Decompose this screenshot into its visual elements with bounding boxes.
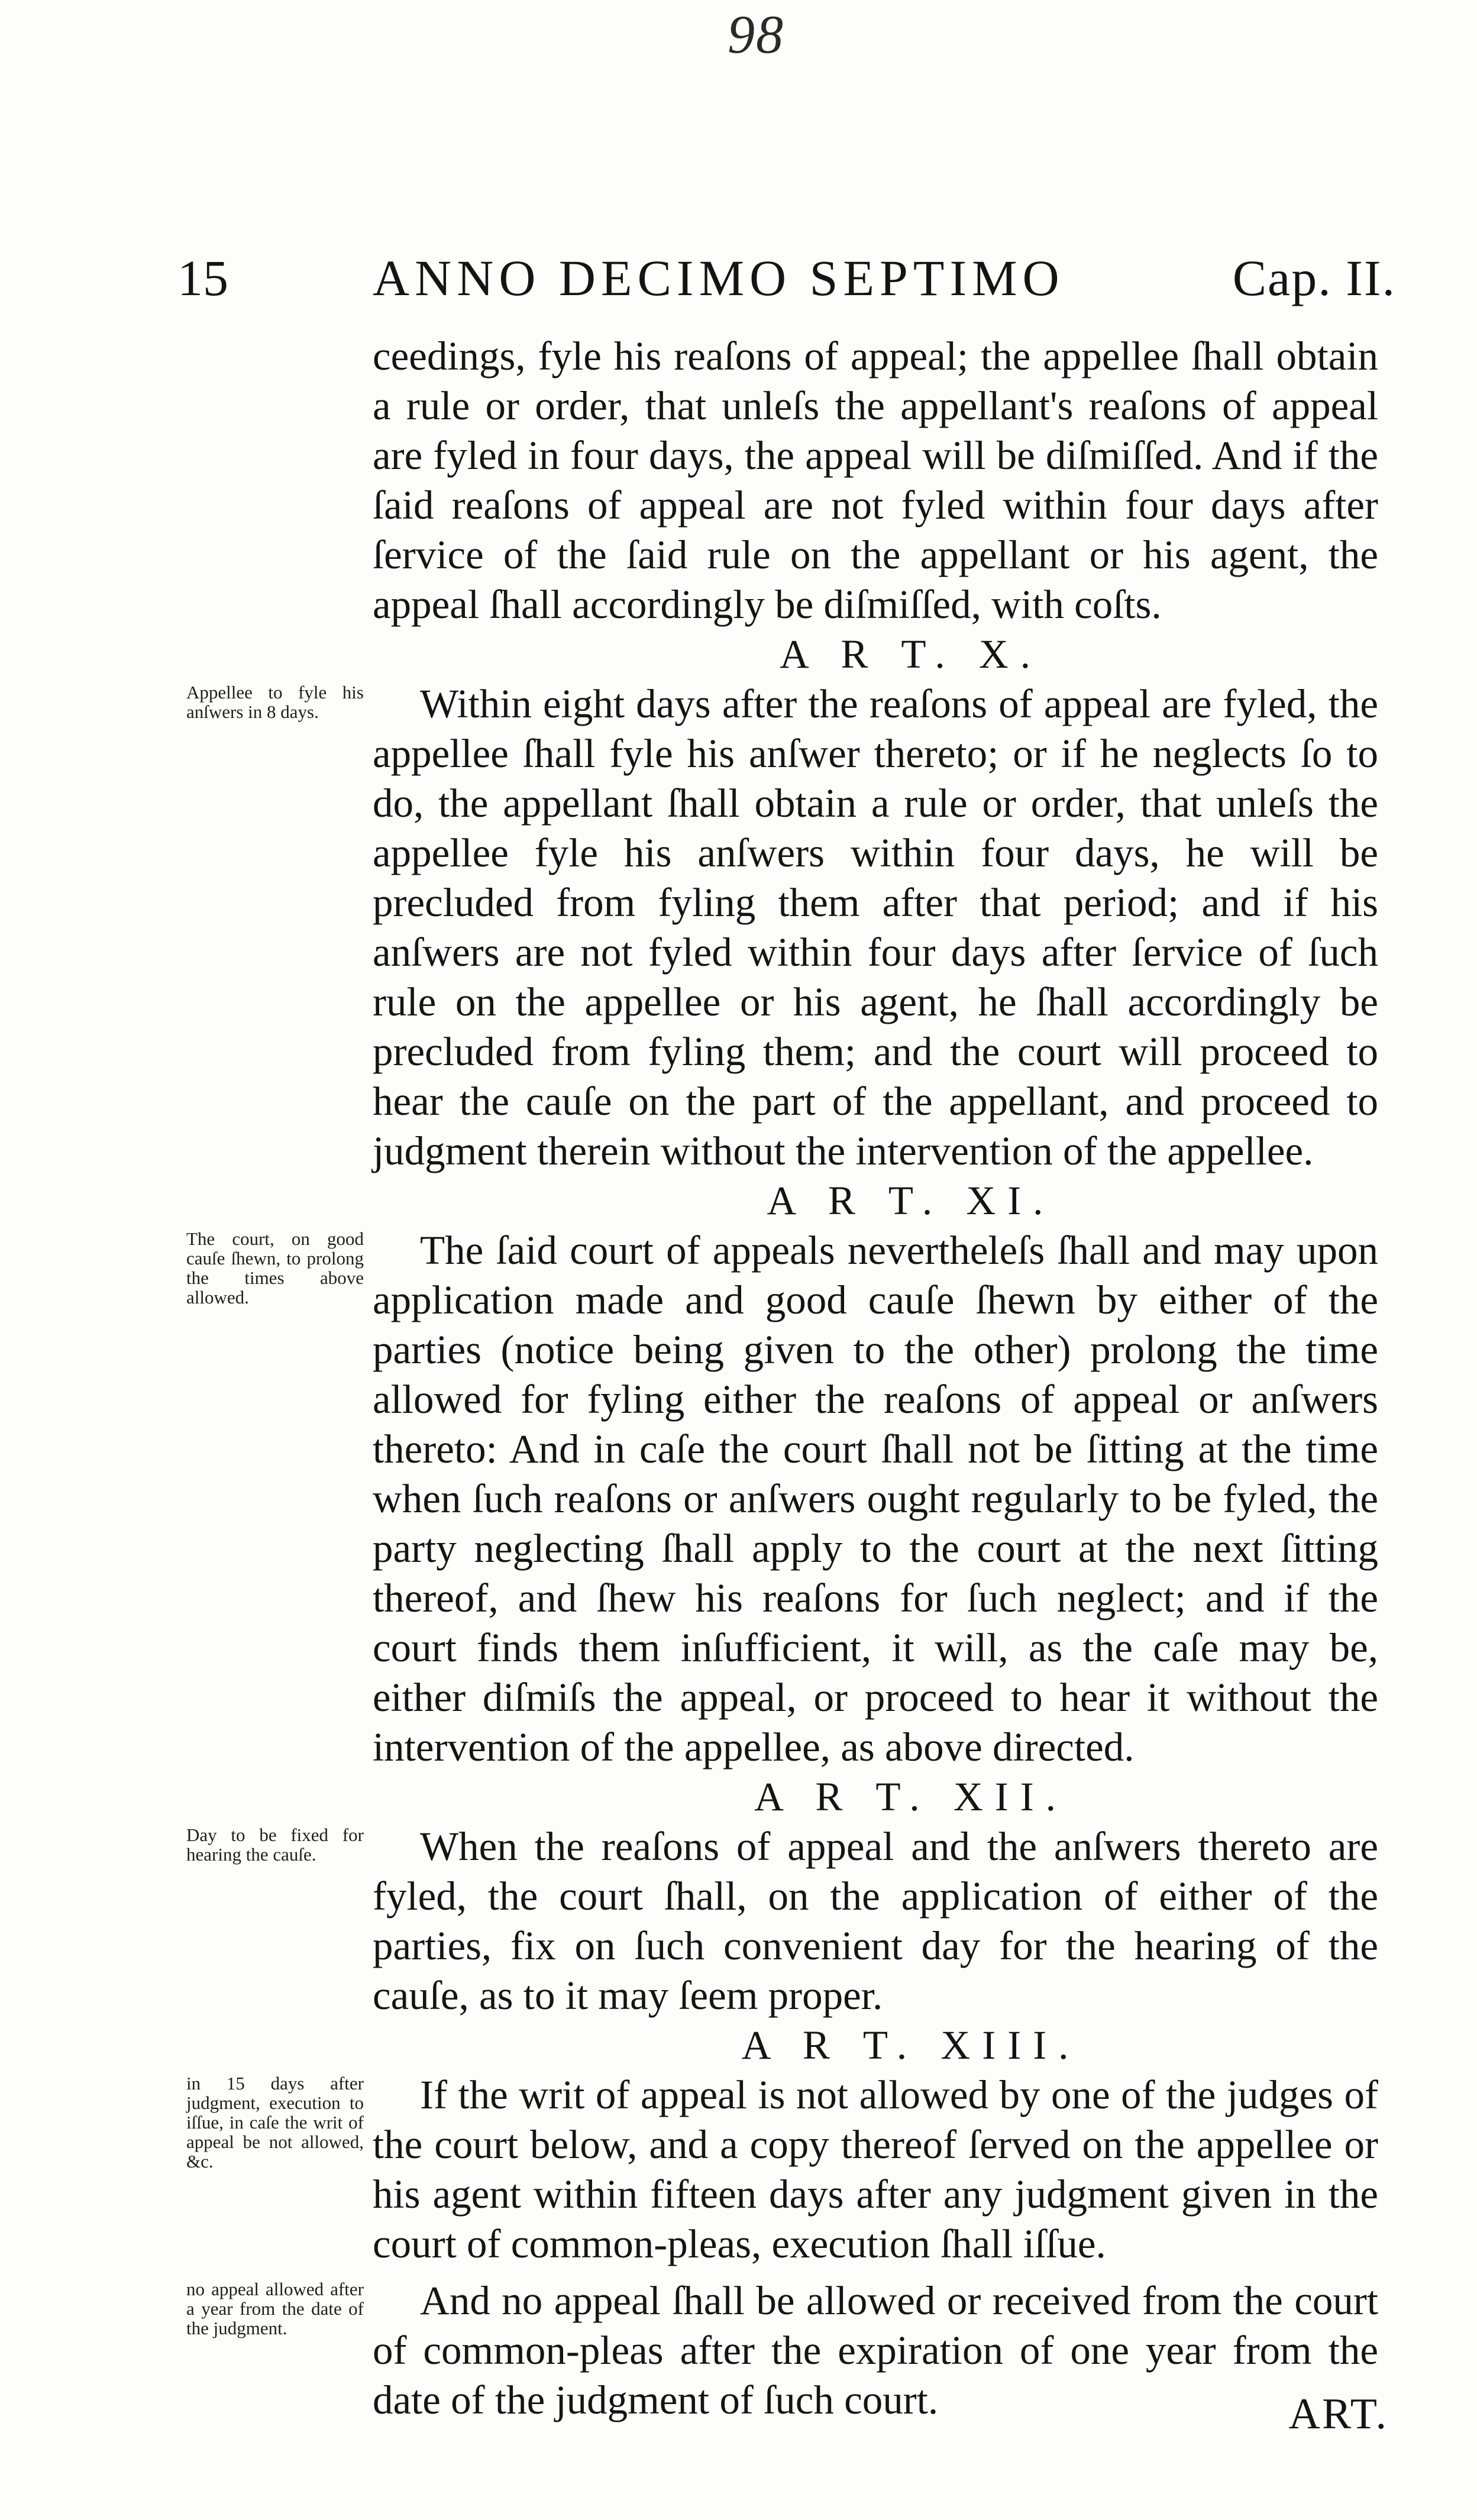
article-paragraph: Within eight days after the reaſons of appeal are fyled, the appellee ſhall fyle his anſwer thereto; or if he neglects ſo to do, the appellant ſhall obtain a rule or order, that unleſs the appellee fyle his anſwers within four days, he will be precluded from fyling them after that period; and if his anſwers are not fyled within four days after ſervice of ſuch rule on the appellee or his agent, he ſhall accordingly be precluded from fyling them; and the court will proceed to hear the cauſe on the part of the appellant, and proceed to judgment therein without the intervention of the appellee. (373, 681, 1378, 1173)
main-text (186, 331, 1378, 2425)
margin-note: no appeal allowed after a year from the date of the judgment. (186, 2279, 364, 2338)
article-xii (186, 1772, 1378, 2020)
chapter-label: Cap. II. (1232, 250, 1396, 306)
article-heading: A R T. XII. (754, 1774, 1068, 1819)
margin-note: Day to be fixed for hearing the cauſe. (186, 1825, 364, 1865)
catchword: ART. (1288, 2390, 1388, 2438)
continuation-paragraph: ceedings, fyle his reaſons of appeal; the appellee ſhall obtain a rule or order, that unleſs the appellant's reaſons of appeal are fyled in four days, the appeal will be diſmiſſed. And if the ſaid reaſons of appeal are not fyled within four days after ſervice of the ſaid rule on the appellant or his agent, the appeal ſhall accordingly be diſmiſſed, with coſts. (373, 334, 1378, 627)
article-paragraph: And no appeal ſhall be allowed or received from the court of common-pleas after the expiration of one year from the date of the judgment of ſuch court. (373, 2278, 1378, 2422)
margin-note: Appellee to fyle his anſwers in 8 days. (186, 682, 364, 722)
article-paragraph: When the reaſons of appeal and the anſwers thereto are fyled, the court ſhall, on the application of either of the parties, fix on ſuch convenient day for the hearing of the cauſe, as to it may ſeem proper. (373, 1824, 1378, 2018)
article-heading: A R T. X. (780, 632, 1042, 677)
page-number: 15 (177, 250, 228, 306)
article-heading: A R T. XIII. (741, 2023, 1081, 2068)
handwritten-folio-number: 98 (728, 4, 784, 64)
article-paragraph: The ſaid court of appeals nevertheleſs ſhall and may upon application made and good cauſe ſhewn by either of the parties (notice being given to the other) prolong the time allowed for fyling either the reaſons of appeal or anſwers thereto: And in caſe the court ſhall not be ſitting at the time when ſuch reaſons or anſwers ought regularly to be fyled, the party neglecting ſhall apply to the court at the next ſitting thereof, and ſhew his reaſons for ſuch neglect; and if the court finds them inſufficient, it will, as the caſe may be, either diſmiſs the appeal, or proceed to hear it without the intervention of the appellee, as above directed. (373, 1228, 1378, 1770)
running-header (177, 248, 1396, 313)
article-xi (186, 1176, 1378, 1772)
running-title: ANNO DECIMO SEPTIMO (373, 250, 1065, 306)
article-xiii (186, 2020, 1378, 2425)
article-heading: A R T. XI. (767, 1178, 1055, 1223)
article-paragraph: If the writ of appeal is not allowed by one of the judges of the court below, and a copy thereof ſerved on the appellee or his agent within fifteen days after any judgment given in the court of common-pleas, execution ſhall iſſue. (373, 2072, 1378, 2266)
margin-note: The court, on good cauſe ſhewn, to prolong the times above allowed. (186, 1228, 364, 1308)
margin-note: in 15 days after judgment, execution to iſſue, in caſe the writ of appeal be not allowed, &c. (186, 2073, 364, 2172)
article-x (186, 629, 1378, 1176)
